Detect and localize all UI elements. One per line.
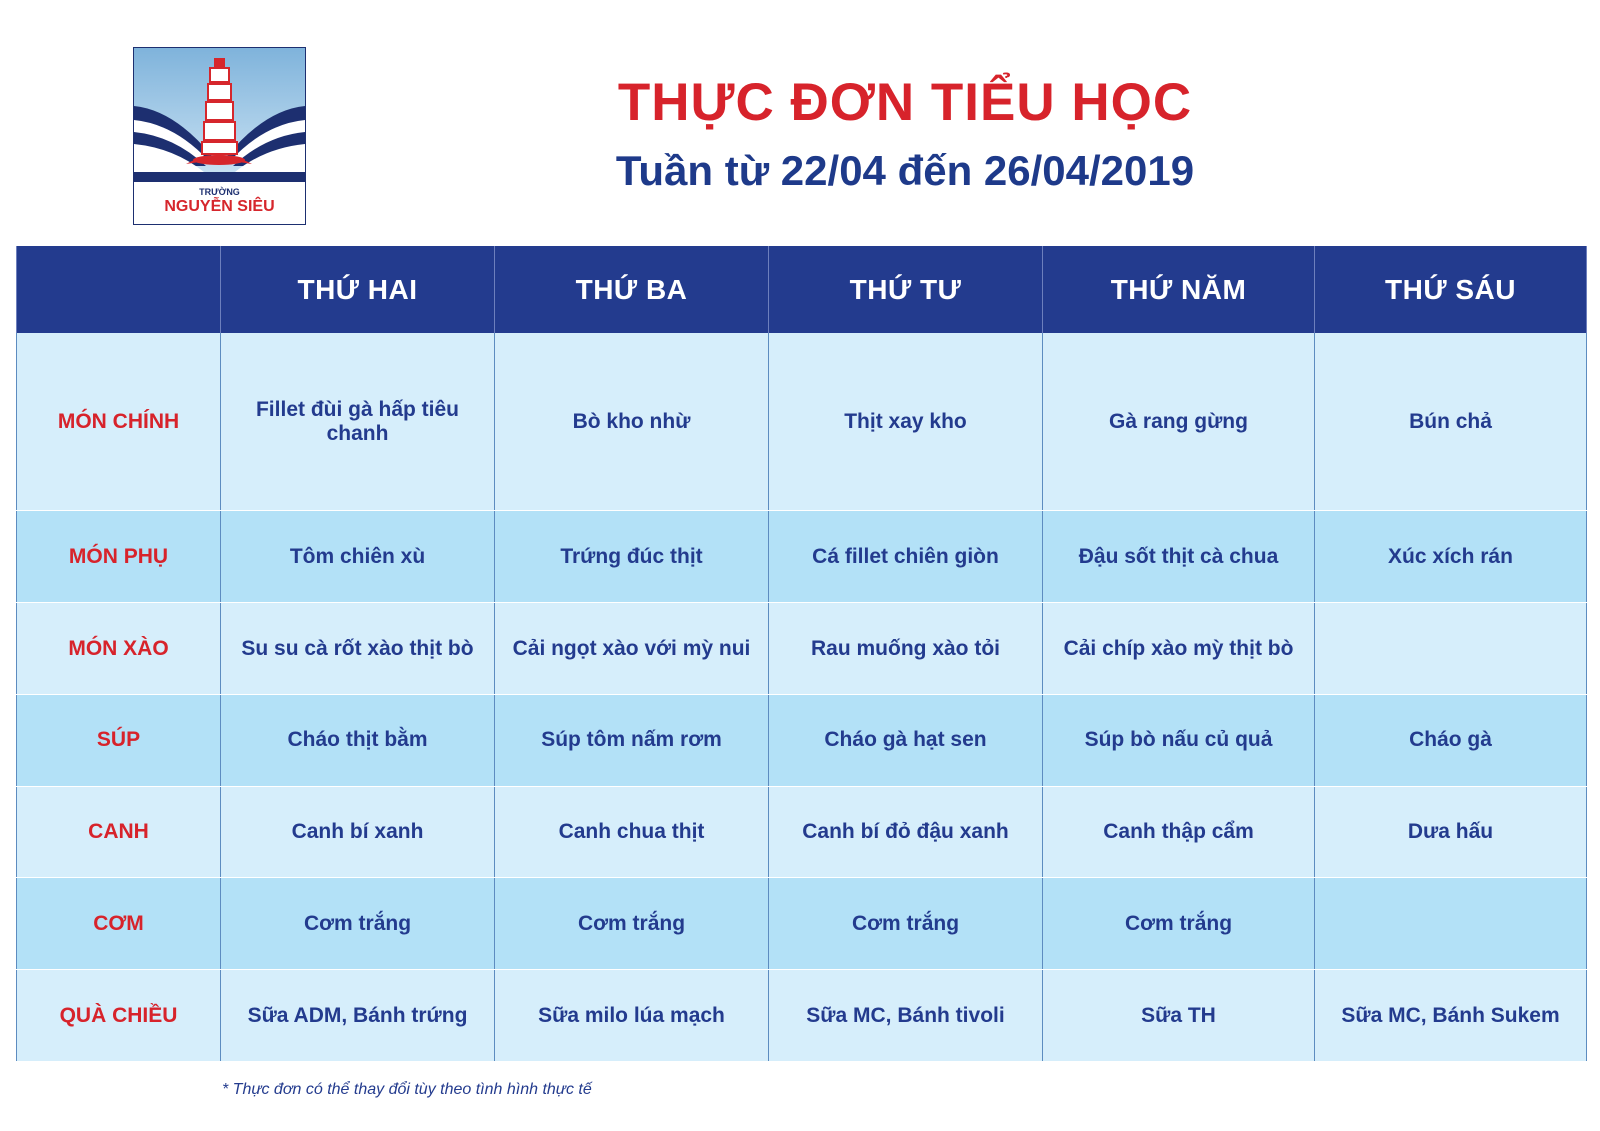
- table-cell: Fillet đùi gà hấp tiêu chanh: [221, 333, 495, 511]
- table-cell: Cải ngọt xào với mỳ nui: [495, 603, 769, 695]
- menu-table: [16, 246, 1587, 1062]
- footnote: * Thực đơn có thể thay đổi tùy theo tình hình thực tế: [222, 1081, 592, 1098]
- page-title: THỰC ĐƠN TIỂU HỌC: [617, 73, 1193, 132]
- table-cell: Thịt xay kho: [769, 333, 1043, 511]
- header-cell-thursday: THỨ NĂM: [1043, 246, 1315, 333]
- table-cell: Sữa TH: [1043, 970, 1315, 1062]
- page-subtitle: Tuần từ 22/04 đến 26/04/2019: [615, 147, 1195, 194]
- table-cell: Súp tôm nấm rơm: [495, 694, 769, 786]
- table-row: [17, 970, 1587, 1062]
- header-cell-wednesday: THỨ TƯ: [769, 246, 1043, 333]
- row-label: MÓN PHỤ: [17, 511, 221, 603]
- table-cell: Cơm trắng: [221, 878, 495, 970]
- table-cell: Canh thập cẩm: [1043, 786, 1315, 878]
- table-cell: Đậu sốt thịt cà chua: [1043, 511, 1315, 603]
- table-cell: Cơm trắng: [769, 878, 1043, 970]
- table-cell: [1315, 878, 1587, 970]
- table-row: [17, 878, 1587, 970]
- logo-small-text: TRƯỜNG: [199, 187, 240, 197]
- table-cell: Gà rang gừng: [1043, 333, 1315, 511]
- header-cell-tuesday: THỨ BA: [495, 246, 769, 333]
- table-cell: Canh bí xanh: [221, 786, 495, 878]
- table-cell: Cá fillet chiên giòn: [769, 511, 1043, 603]
- header-cell-monday: THỨ HAI: [221, 246, 495, 333]
- table-cell: Cháo gà: [1315, 694, 1587, 786]
- table-cell: Canh bí đỏ đậu xanh: [769, 786, 1043, 878]
- table-row: [17, 511, 1587, 603]
- table-cell: Sữa MC, Bánh Sukem: [1315, 970, 1587, 1062]
- table-cell: Canh chua thịt: [495, 786, 769, 878]
- table-row: [17, 333, 1587, 511]
- table-row: [17, 603, 1587, 695]
- row-label: QUÀ CHIỀU: [17, 970, 221, 1062]
- row-label: CANH: [17, 786, 221, 878]
- table-cell: Cháo thịt bằm: [221, 694, 495, 786]
- table-cell: Rau muống xào tỏi: [769, 603, 1043, 695]
- header-row: [17, 246, 1587, 333]
- table-cell: Bò kho nhừ: [495, 333, 769, 511]
- school-logo: [133, 47, 306, 225]
- logo-school-name: NGUYỄN SIÊU: [164, 198, 275, 215]
- table-cell: Cơm trắng: [495, 878, 769, 970]
- table-row: [17, 786, 1587, 878]
- row-label: MÓN CHÍNH: [17, 333, 221, 511]
- table-cell: Sữa ADM, Bánh trứng: [221, 970, 495, 1062]
- header-cell-friday: THỨ SÁU: [1315, 246, 1587, 333]
- table-cell: Xúc xích rán: [1315, 511, 1587, 603]
- table-cell: Cháo gà hạt sen: [769, 694, 1043, 786]
- table-cell: Tôm chiên xù: [221, 511, 495, 603]
- table-cell: Bún chả: [1315, 333, 1587, 511]
- table-cell: Sữa MC, Bánh tivoli: [769, 970, 1043, 1062]
- table-cell: Cơm trắng: [1043, 878, 1315, 970]
- table-row: [17, 694, 1587, 786]
- table-cell: Cải chíp xào mỳ thịt bò: [1043, 603, 1315, 695]
- table-cell: Sữa milo lúa mạch: [495, 970, 769, 1062]
- table-cell: Dưa hấu: [1315, 786, 1587, 878]
- table-cell: [1315, 603, 1587, 695]
- table-cell: Su su cà rốt xào thịt bò: [221, 603, 495, 695]
- row-label: MÓN XÀO: [17, 603, 221, 695]
- table-cell: Trứng đúc thịt: [495, 511, 769, 603]
- row-label: SÚP: [17, 694, 221, 786]
- table-cell: Súp bò nấu củ quả: [1043, 694, 1315, 786]
- header-cell-empty: [17, 246, 221, 333]
- row-label: CƠM: [17, 878, 221, 970]
